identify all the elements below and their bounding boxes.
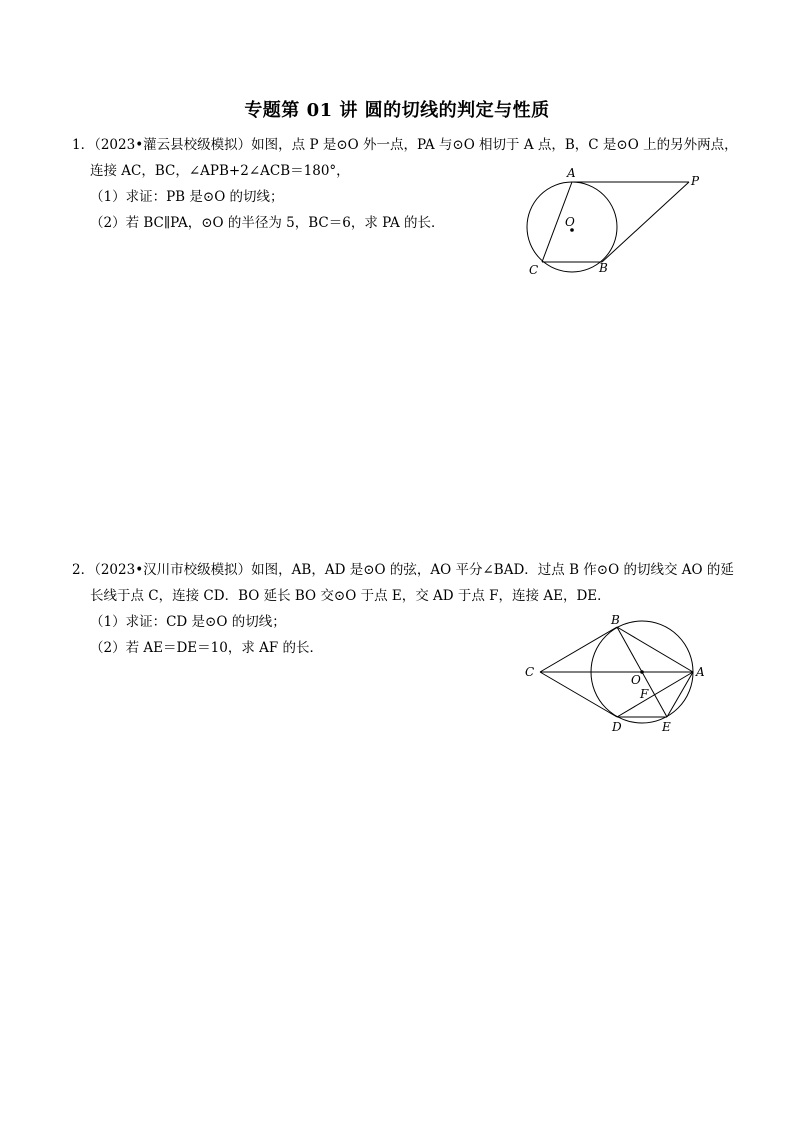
problem-2-figure xyxy=(520,610,715,735)
problem-2-stem-2: 长线于点 C，连接 CD．BO 延长 BO 交⊙O 于点 E，交 AD 于点 F，连接 AE，DE． xyxy=(90,588,611,604)
problem-2-number: 2． xyxy=(72,562,95,578)
label-b: B xyxy=(599,261,608,275)
problem-2-stem-1: （2023•汉川市校级模拟）如图，AB，AD 是⊙O 的弦，AO 平分∠BAD．过点 B 作⊙O 的切线交 AO 的延 xyxy=(94,562,734,578)
problem-2-subquestion-1: （1）求证：CD 是⊙O 的切线； xyxy=(90,614,286,630)
segment-ae xyxy=(667,672,693,717)
problem-1-stem-1: （2023•灌云县校级模拟）如图，点 P 是⊙O 外一点，PA 与⊙O 相切于 A 点，B，C 是⊙O 上的另外两点， xyxy=(94,137,738,153)
problem-1-subquestion-1: （1）求证：PB 是⊙O 的切线； xyxy=(90,189,284,205)
page-title: 专题第 01 讲 圆的切线的判定与性质 xyxy=(244,100,550,121)
label-e: E xyxy=(662,720,671,734)
problem-2-line-1 xyxy=(72,557,732,583)
segment-bp xyxy=(602,182,689,262)
label-f: F xyxy=(640,687,649,701)
label-o: O xyxy=(565,215,575,229)
label-a: A xyxy=(696,665,705,679)
label-d: D xyxy=(612,720,622,734)
problem-1-stem-2: 连接 AC，BC，∠APB+2∠ACB＝180°， xyxy=(90,163,350,179)
label-o: O xyxy=(631,673,641,687)
label-c: C xyxy=(525,665,535,679)
segment-ab xyxy=(617,627,693,672)
label-a: A xyxy=(567,166,576,180)
label-p: P xyxy=(691,174,700,188)
problem-1-number: 1． xyxy=(72,137,95,153)
problem-1-figure xyxy=(515,160,715,280)
problem-2-subquestion-2: （2）若 AE＝DE＝10，求 AF 的长． xyxy=(90,640,324,656)
problem-1-line-1 xyxy=(72,132,738,158)
label-c: C xyxy=(529,263,539,277)
label-b: B xyxy=(611,613,620,627)
segment-cd xyxy=(540,672,617,717)
problem-1-subquestion-2: （2）若 BC∥PA，⊙O 的半径为 5，BC＝6，求 PA 的长． xyxy=(90,215,445,231)
segment-cb xyxy=(540,627,617,672)
